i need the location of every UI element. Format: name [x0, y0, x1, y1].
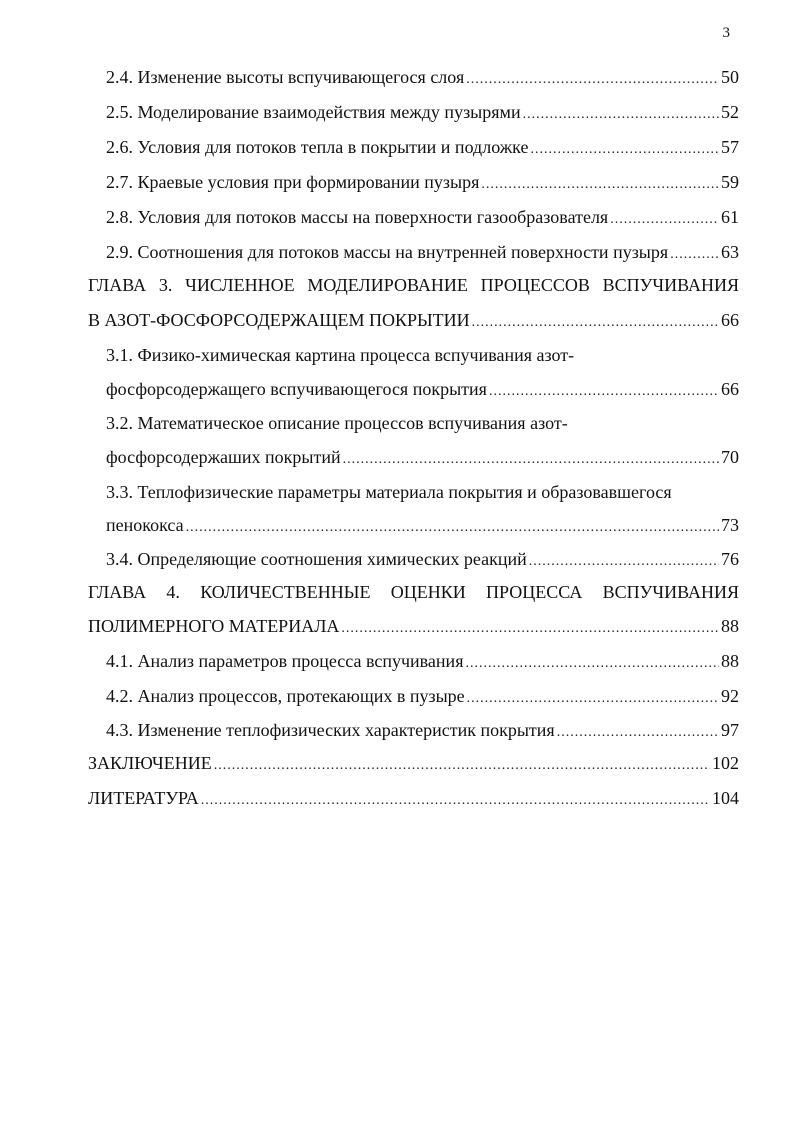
toc-entry-title: ЛИТЕРАТУРА — [88, 788, 199, 808]
heading-word: ГЛАВА — [88, 275, 147, 295]
page-number: 3 — [722, 25, 730, 41]
toc-entry-title: 2.5. Моделирование взаимодействия между пузырями — [106, 102, 521, 122]
toc-entry-3-4[interactable] — [106, 548, 739, 570]
dot-leader — [530, 139, 719, 161]
toc-entry-3-1[interactable] — [106, 378, 739, 400]
toc-entry-page: 57 — [721, 137, 739, 157]
toc-entry-title: 2.6. Условия для потоков тепла в покрытии и подложке — [106, 137, 529, 157]
toc-entry-page: 97 — [721, 720, 739, 740]
dot-leader — [201, 790, 710, 812]
toc-entry-4-3[interactable] — [106, 719, 739, 741]
dot-leader — [670, 244, 719, 266]
toc-entry-3-1-line1: 3.1. Физико-химическая картина процесса вспучивания азот- — [106, 345, 575, 365]
toc-entry-chapter-4[interactable] — [88, 615, 739, 637]
toc-entry-title: 2.7. Краевые условия при формировании пузыря — [106, 172, 480, 192]
dot-leader — [467, 688, 719, 710]
toc-entry-page: 66 — [721, 310, 739, 330]
dot-leader — [343, 449, 719, 471]
toc-entry-title: 4.1. Анализ параметров процесса вспучивания — [106, 651, 464, 671]
toc-entry-4-1[interactable] — [106, 650, 739, 672]
toc-entry-title: 4.2. Анализ процессов, протекающих в пузыре — [106, 686, 465, 706]
toc-entry-title: ЗАКЛЮЧЕНИЕ — [88, 753, 212, 773]
dot-leader — [341, 618, 719, 640]
toc-entry-page: 66 — [721, 379, 739, 399]
dot-leader — [610, 209, 719, 231]
dot-leader — [472, 312, 719, 334]
toc-entry-3-3-line1: 3.3. Теплофизические параметры материала покрытия и образовавшегося — [106, 482, 672, 502]
toc-entry-page: 104 — [712, 788, 739, 808]
heading-word: ВСПУЧИВАНИЯ — [602, 582, 739, 602]
toc-entry-title: ПОЛИМЕРНОГО МАТЕРИАЛА — [88, 616, 340, 636]
heading-word: ВСПУЧИВАНИЯ — [602, 275, 739, 295]
toc-entry-page: 61 — [721, 207, 739, 227]
dot-leader — [186, 517, 719, 539]
toc-entry-conclusion[interactable] — [88, 752, 739, 774]
toc-entry-title: 2.8. Условия для потоков массы на поверхности газообразователя — [106, 207, 609, 227]
toc-entry-2-6[interactable] — [106, 136, 739, 158]
heading-word: ПРОЦЕССОВ — [480, 275, 590, 295]
toc-entry-page: 59 — [721, 172, 739, 192]
toc-entry-2-7[interactable] — [106, 171, 739, 193]
toc-entry-title: 4.3. Изменение теплофизических характеристик покрытия — [106, 720, 555, 740]
toc-entry-3-3[interactable] — [106, 514, 739, 536]
chapter-4-heading[interactable] — [88, 581, 739, 603]
toc-entry-title: В АЗОТ-ФОСФОРСОДЕРЖАЩЕМ ПОКРЫТИИ — [88, 310, 470, 330]
heading-word: КОЛИЧЕСТВЕННЫЕ — [200, 582, 371, 602]
toc-entry-title: 2.4. Изменение высоты вспучивающегося слоя — [106, 67, 465, 87]
toc-entry-4-2[interactable] — [106, 685, 739, 707]
dot-leader — [481, 174, 719, 196]
heading-word: МОДЕЛИРОВАНИЕ — [307, 275, 468, 295]
dot-leader — [214, 755, 710, 777]
toc-entry-page: 102 — [712, 753, 739, 773]
toc-entry-3-2[interactable] — [106, 446, 739, 468]
chapter-3-heading[interactable] — [88, 274, 739, 296]
toc-entry-page: 52 — [721, 102, 739, 122]
heading-word: ЧИСЛЕННОЕ — [185, 275, 295, 295]
dot-leader — [489, 381, 719, 403]
toc-entry-title: 2.9. Соотношения для потоков массы на внутренней поверхности пузыря — [106, 242, 669, 262]
dot-leader — [466, 69, 719, 91]
toc-entry-chapter-3[interactable] — [88, 309, 739, 331]
toc-entry-title: 3.4. Определяющие соотношения химических реакций — [106, 549, 527, 569]
heading-word: 4. — [166, 582, 180, 602]
heading-word: ГЛАВА — [88, 582, 147, 602]
toc-entry-3-2-line1: 3.2. Математическое описание процессов вспучивания азот- — [106, 413, 568, 433]
dot-leader — [557, 722, 719, 744]
toc-entry-2-8[interactable] — [106, 206, 739, 228]
toc-entry-2-9[interactable] — [106, 241, 739, 263]
toc-entry-page: 63 — [721, 242, 739, 262]
dot-leader — [465, 653, 719, 675]
toc-entry-page: 50 — [721, 67, 739, 87]
toc-entry-title: фосфорсодержаших покрытий — [106, 447, 341, 467]
toc-entry-literature[interactable] — [88, 787, 739, 809]
toc-entry-page: 92 — [721, 686, 739, 706]
toc-entry-page: 70 — [721, 447, 739, 467]
toc-entry-2-5[interactable] — [106, 101, 739, 123]
toc-entry-page: 76 — [721, 549, 739, 569]
heading-word: 3. — [158, 275, 173, 295]
dot-leader — [529, 551, 719, 573]
heading-word: ПРОЦЕССА — [486, 582, 583, 602]
toc-entry-2-4[interactable] — [106, 66, 739, 88]
dot-leader — [523, 104, 719, 126]
toc-entry-page: 73 — [721, 515, 739, 535]
toc-entry-title: пенококса — [106, 515, 184, 535]
toc-entry-page: 88 — [721, 651, 739, 671]
toc-entry-title: фосфорсодержащего вспучивающегося покрытия — [106, 379, 487, 399]
toc-entry-page: 88 — [721, 616, 739, 636]
heading-word: ОЦЕНКИ — [390, 582, 466, 602]
